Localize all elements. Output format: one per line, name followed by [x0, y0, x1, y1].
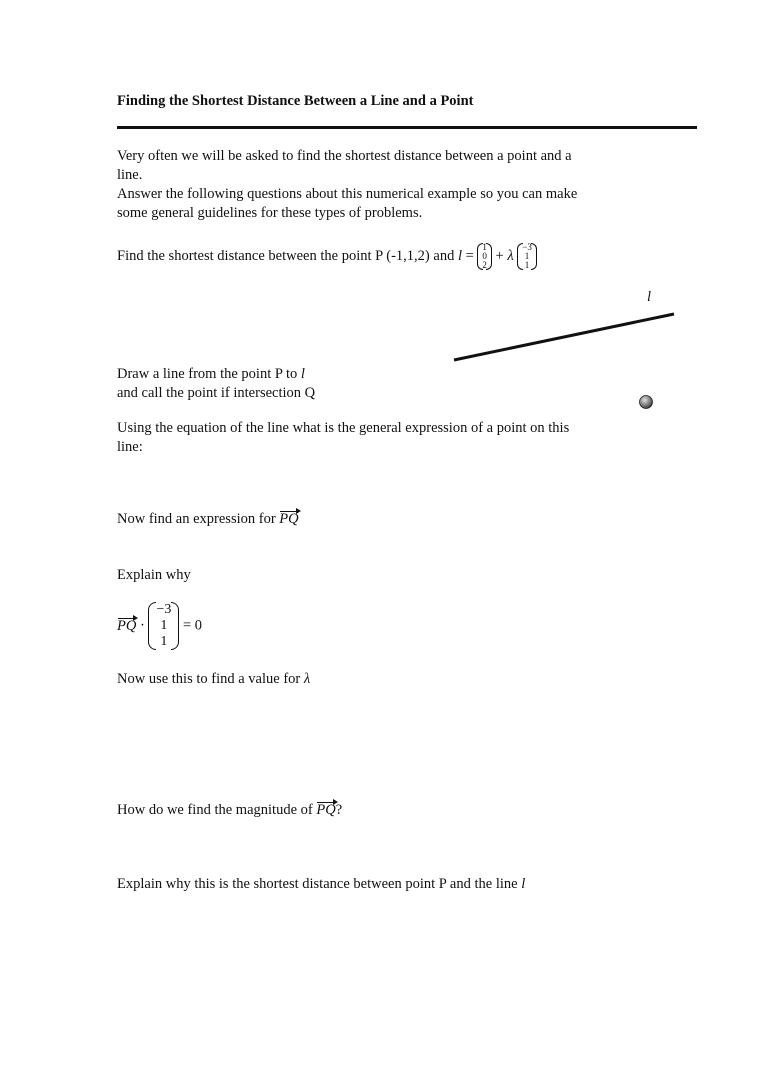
- line-symbol: l: [457, 248, 462, 264]
- direction-vector: [517, 243, 537, 270]
- line-symbol: l: [300, 366, 305, 382]
- plus-sign: +: [495, 248, 504, 264]
- shortest-explain-question: [117, 876, 525, 893]
- vector-component: 1: [160, 634, 168, 649]
- draw-text: and call the point if intersection Q: [117, 385, 316, 401]
- diagram-line-label: l: [647, 289, 652, 305]
- intro-paragraph: [117, 147, 577, 223]
- point-p: [640, 396, 653, 409]
- using-question: [117, 419, 569, 457]
- line-symbol: l: [521, 876, 526, 892]
- pq-vector: PQ: [279, 511, 299, 527]
- question-text: Now find an expression for: [117, 511, 276, 527]
- vector-component: 1: [524, 260, 530, 271]
- question-text: Now use this to find a value for: [117, 671, 301, 687]
- vector-component: 0: [482, 251, 487, 262]
- now-use-question: [117, 671, 310, 688]
- dot-product-equation: [117, 602, 202, 650]
- question-mark: ?: [335, 802, 343, 818]
- explain-why-label: Explain why: [117, 567, 191, 583]
- question-line: Using the equation of the line what is the general expression of a point on this: [117, 420, 570, 436]
- draw-instruction: [117, 365, 315, 403]
- lambda-symbol: λ: [303, 671, 311, 687]
- problem-statement: [117, 238, 537, 274]
- vector-component: 1: [482, 242, 487, 253]
- now-find-question: [117, 511, 299, 528]
- question-text: Explain why this is the shortest distance between point P and the line: [117, 876, 518, 892]
- vector-component: 2: [482, 260, 487, 271]
- vector-component: 1: [160, 618, 168, 633]
- magnitude-question: [117, 802, 342, 819]
- intro-line: Answer the following questions about this numerical example so you can make: [117, 186, 578, 202]
- intro-line: some general guidelines for these types of problems.: [117, 205, 423, 221]
- pq-vector: PQ: [316, 802, 336, 818]
- question-text: How do we find the magnitude of: [117, 802, 313, 818]
- vector-component: 1: [524, 251, 530, 262]
- draw-text: Draw a line from the point P to: [117, 366, 298, 382]
- equals-sign: =: [465, 248, 474, 264]
- line-diagram: [440, 300, 700, 420]
- line-l: [454, 314, 674, 360]
- intro-line: line.: [117, 167, 143, 183]
- dot-operator: ·: [139, 617, 145, 634]
- vector-component: −3: [522, 242, 532, 253]
- title-divider: [117, 126, 697, 129]
- direction-vector: [148, 602, 179, 650]
- lambda-symbol: λ: [507, 248, 514, 264]
- problem-text: Find the shortest distance between the point P (-1,1,2) and: [117, 248, 455, 264]
- question-line: line:: [117, 439, 143, 455]
- equals-zero: = 0: [182, 617, 203, 634]
- page-title: Finding the Shortest Distance Between a Line and a Point: [117, 93, 474, 109]
- position-vector: [477, 243, 492, 270]
- intro-line: Very often we will be asked to find the shortest distance between a point and a: [117, 148, 572, 164]
- pq-vector: PQ: [117, 617, 137, 634]
- vector-component: −3: [156, 602, 172, 617]
